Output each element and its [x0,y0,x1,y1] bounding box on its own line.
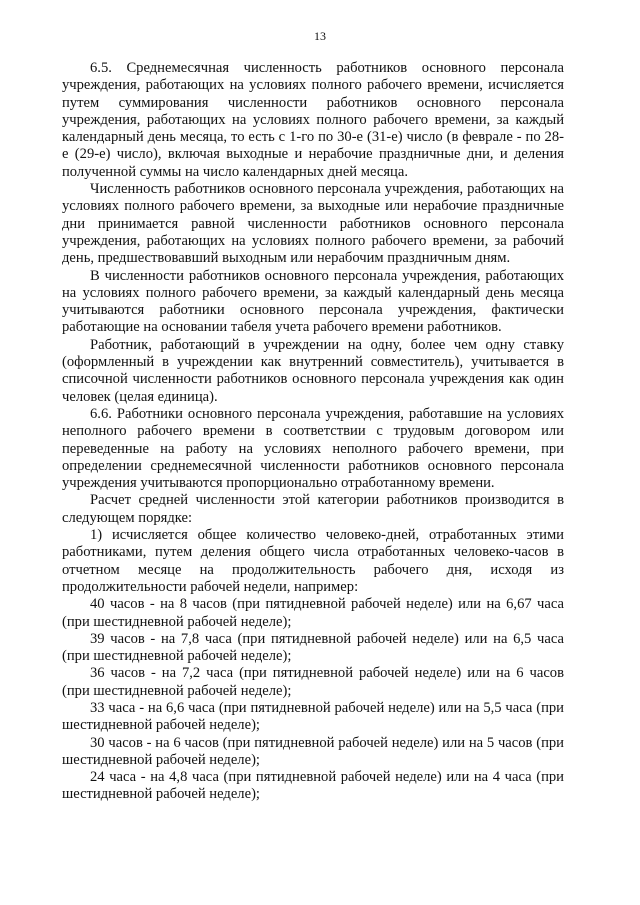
paragraph-6-5: 6.5. Среднемесячная численность работников основного персонала учреждения, работающих на условиях полного рабочего времени, исчисляется путем суммирования численности работников основного персонала учреждения, работающих на условиях полного рабочего времени, за каждый календарный день месяца, то есть с 1-го по 30-е (31-е) число (в феврале - по 28-е (29-е) число), включая выходные и нерабочие праздничные дни, и деления полученной суммы на число календарных дней месяца. [62,60,564,180]
list-item-24-hours: 24 часа - на 4,8 часа (при пятидневной рабочей неделе) или на 4 часа (при шестидневной рабочей неделе); [62,769,564,803]
list-item-36-hours: 36 часов - на 7,2 часа (при пятидневной рабочей неделе) или на 6 часов (при шестидневной рабочей неделе); [62,665,564,699]
paragraph-internal-part-timer: Работник, работающий в учреждении на одну, более чем одну ставку (оформленный в учреждении как внутренний совместитель), учитывается в списочной численности работников основного персонала учреждения как один человек (целая единица). [62,336,564,405]
list-item-30-hours: 30 часов - на 6 часов (при пятидневной рабочей неделе) или на 5 часов (при шестидневной рабочей неделе); [62,734,564,768]
document-body [62,60,564,804]
paragraph-calculation-order: Расчет средней численности этой категории работников производится в следующем порядке: [62,492,564,526]
page-number: 13 [314,29,326,43]
paragraph-step-1: 1) исчисляется общее количество человеко-дней, отработанных этими работниками, путем деления общего числа отработанных человеко-часов в отчетном месяце на продолжительность рабочего дня, исходя из продолжительности рабочей недели, например: [62,527,564,595]
paragraph-weekend-headcount: Численность работников основного персонала учреждения, работающих на условиях полного рабочего времени, за выходные или нерабочие праздничные дни принимается равной численности работников основного персонала учреждения, работающих на условиях полного рабочего времени, за рабочий день, предшествовавший выходным или нерабочим праздничным дням. [62,181,564,267]
paragraph-6-6: 6.6. Работники основного персонала учреждения, работавшие на условиях неполного рабочего времени в соответствии с трудовым договором или переведенные на работу на условиях неполного рабочего времени, при определении среднемесячной численности работников основного персонала учреждения учитываются пропорционально отработанному времени. [62,405,564,492]
list-item-33-hours: 33 часа - на 6,6 часа (при пятидневной рабочей неделе) или на 5,5 часа (при шестидневной рабочей неделе); [62,699,564,734]
paragraph-daily-count: В численности работников основного персонала учреждения, работающих на условиях полного рабочего времени, за каждый календарный день месяца учитываются работники основного персонала учреждения, фактически работающие на основании табеля учета рабочего времени работников. [62,267,564,336]
list-item-40-hours: 40 часов - на 8 часов (при пятидневной рабочей неделе) или на 6,67 часа (при шестидневной рабочей неделе); [62,596,564,630]
list-item-39-hours: 39 часов - на 7,8 часа (при пятидневной рабочей неделе) или на 6,5 часа (при шестидневной рабочей неделе); [62,630,564,665]
